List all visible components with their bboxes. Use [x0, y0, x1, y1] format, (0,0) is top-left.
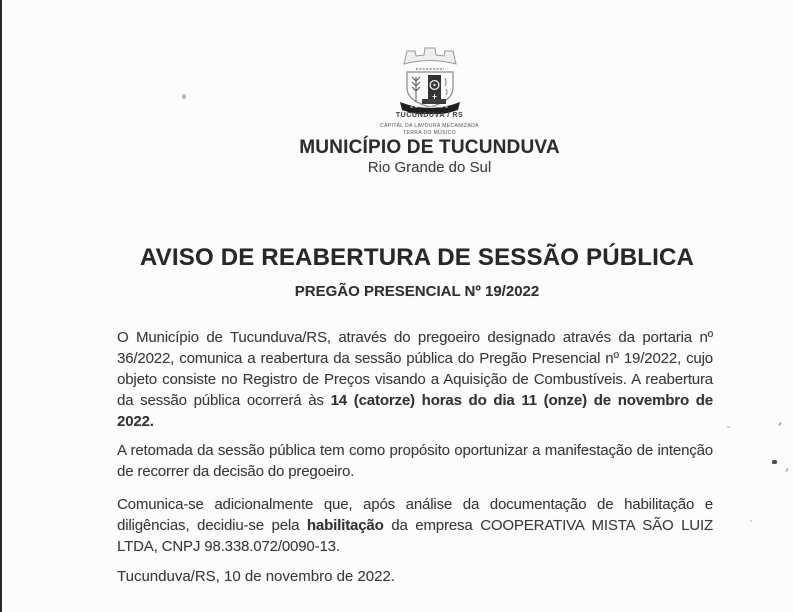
crest-motto-line2: TERRA DO MÚSICO: [403, 130, 456, 136]
scan-speck: [772, 460, 777, 464]
notice-paragraph-3: Comunica-se adicionalmente que, após análise da documentação de habilitação e diligências, decidiu-se pela habilitação da empresa COOPERATIVA MISTA SÃO LUIZ LTDA, CNPJ 98.338.072/0090-13.: [117, 496, 714, 555]
crest-title: TUCUNDUVA / RS: [395, 112, 464, 119]
scan-speck: [778, 422, 782, 426]
municipal-coat-of-arms-icon: [392, 44, 468, 114]
state-name: Rio Grande do Sul: [367, 159, 492, 176]
notice-title: AVISO DE REABERTURA DE SESSÃO PÚBLICA: [139, 244, 695, 271]
crest-motto-line1: CAPITAL DA LAVOURA MECANIZADA: [380, 123, 479, 129]
notice-paragraph-1: O Município de Tucunduva/RS, através do pregoeiro designado através da portaria nº 36/2022, comunica a reabertura da sessão pública do Pregão Presencial nº 19/2022, cujo objeto consiste no Registro de Preços visando a Aquisição de Combustíveis. A reabertura da sessão pública ocorrerá às 14 (catorze) horas do dia 11 (onze) de novembro de 2022.: [117, 329, 713, 430]
scan-edge-line: [0, 0, 2, 612]
notice-subtitle: PREGÃO PRESENCIAL Nº 19/2022: [294, 283, 540, 300]
place-date-line: Tucunduva/RS, 10 de novembro de 2022.: [117, 568, 395, 585]
scan-speck: [785, 468, 789, 472]
municipality-name: MUNICÍPIO DE TUCUNDUVA: [299, 137, 560, 158]
scan-speck: [750, 520, 752, 522]
scan-speck: [727, 426, 730, 428]
crest-container: [33, 44, 793, 119]
notice-paragraph-2: A retomada da sessão pública tem como propósito oportunizar a manifestação de intenção de recorrer da decisão do pregoeiro.: [117, 442, 713, 480]
scan-speck: [182, 94, 186, 99]
